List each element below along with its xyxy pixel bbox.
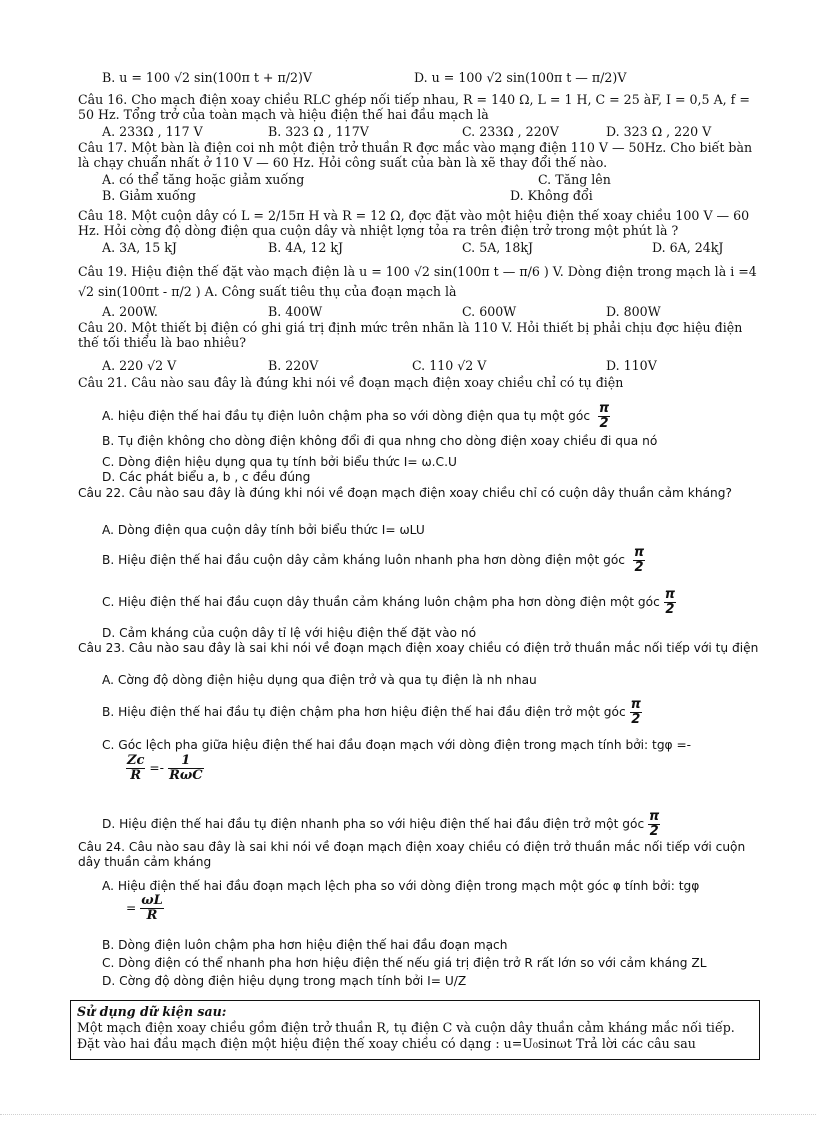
q16-option-a: A. 233Ω , 117 V: [102, 124, 203, 139]
q18-option-a: A. 3A, 15 kJ: [102, 240, 177, 255]
fraction-denominator: R: [146, 908, 158, 923]
q22-option-b: [102, 546, 645, 575]
q18-stem: Câu 18. Một cuộn dây có L = 2/15π H và R = 12 Ω, đợc đặt vào một hiệu điện thế xoay chiều 100 V — 60 Hz. Hỏi cờng độ dòng điện qua cuộn dây và nhiệt lợng tỏa ra trên điện trở trong một phút là ?: [78, 208, 750, 238]
q17-stem: Câu 17. Một bàn là điện coi nh một điện trở thuần R đợc mắc vào mạng điện 110 V — 50Hz. Cho biết bàn là chạy chuẩn nhất ở 110 V — 60 Hz. Hỏi công suất của bàn là xẽ thay đổi thế nào.: [78, 140, 753, 170]
fraction-numerator: ωL: [141, 893, 163, 908]
q23-option-b: [102, 698, 642, 727]
fraction-numerator: π: [664, 587, 675, 602]
q20-option-d: D. 110V: [606, 358, 657, 373]
info-box-line-2: Đặt vào hai đầu mạch điện một hiệu điện thế xoay chiều có dạng : u=U₀sinωt Trả lời các câu sau: [77, 1036, 696, 1051]
equals-minus: =-: [149, 761, 165, 775]
q22-option-d: D. Cảm kháng của cuộn dây tỉ lệ với hiệu điện thế đặt vào nó: [102, 626, 477, 640]
fraction-denominator: R: [130, 768, 142, 783]
fraction-denominator: 2: [634, 560, 644, 575]
q16-option-d: D. 323 Ω , 220 V: [606, 124, 712, 139]
fraction-numerator: π: [630, 697, 641, 712]
pi-over-2-fraction: [664, 588, 676, 617]
q20-option-b: B. 220V: [268, 358, 319, 373]
q18-option-d: D. 6A, 24kJ: [652, 240, 724, 255]
q23-option-c-formula: [126, 754, 204, 783]
one-over-rwc-fraction: [168, 754, 204, 783]
q21-option-a: [102, 402, 610, 431]
fraction-numerator: π: [649, 809, 660, 824]
q20-option-a: A. 220 √2 V: [102, 358, 177, 373]
q17-option-c: C. Tăng lên: [538, 172, 611, 187]
q19-option-b: B. 400W: [268, 304, 323, 319]
q24-option-c: C. Dòng điện có thể nhanh pha hơn hiệu điện thế nếu giá trị điện trở R rất lớn so với cảm kháng ZL: [102, 956, 707, 970]
q21-option-b: B. Tụ điện không cho dòng điện không đổi đi qua nhng cho dòng điện xoay chiều đi qua nó: [102, 434, 658, 448]
q17-option-a: A. có thể tăng hoặc giảm xuống: [102, 172, 305, 187]
q21-option-c: C. Dòng điện hiệu dụng qua tụ tính bởi biểu thức I= ω.C.U: [102, 455, 457, 469]
q23-option-d-text: D. Hiệu điện thế hai đầu tụ điện nhanh pha so với hiệu điện thế hai đầu điện trở một góc: [102, 817, 645, 831]
q24-option-d: D. Cờng độ dòng điện hiệu dụng trong mạch tính bởi I= U/Z: [102, 974, 467, 988]
fraction-denominator: 2: [665, 602, 675, 617]
fraction-numerator: π: [633, 545, 645, 560]
q19-stem: Câu 19. Hiệu điện thế đặt vào mạch điện là u = 100 √2 sin(100π t — π/6 ) V. Dòng điện trong mạch là i =4 √2 sin(100πt - π/2 ) A. Công suất tiêu thụ của đoạn mạch là: [78, 264, 757, 299]
q16-option-b: B. 323 Ω , 117V: [268, 124, 369, 139]
q21-option-d: D. Các phát biểu a, b , c đều đúng: [102, 470, 311, 484]
wl-over-r-fraction: [140, 894, 164, 923]
q24-option-a: A. Hiệu điện thế hai đầu đoạn mạch lệch pha so với dòng điện trong mạch một góc φ tính bởi: tgφ: [102, 879, 700, 893]
q21-option-a-text: A. hiệu điện thế hai đầu tụ điện luôn chậm pha so với dòng điện qua tụ một góc: [102, 409, 591, 423]
q23-option-b-text: B. Hiệu điện thế hai đầu tụ điện chậm pha hơn hiệu điện thế hai đầu điện trở một góc: [102, 705, 626, 719]
q23-option-c: C. Góc lệch pha giữa hiệu điện thế hai đầu đoạn mạch với dòng điện trong mạch tính bởi: tgφ =-: [102, 738, 692, 752]
equals-sign: =: [126, 901, 137, 915]
fraction-numerator: 1: [168, 754, 204, 769]
q18-option-b: B. 4A, 12 kJ: [268, 240, 344, 255]
pi-over-2-fraction: [633, 546, 645, 575]
q16-stem: Câu 16. Cho mạch điện xoay chiều RLC ghép nối tiếp nhau, R = 140 Ω, L = 1 H, C = 25 àF, I = 0,5 A, f = 50 Hz. Tổng trở của toàn mạch và hiệu điện thế hai đầu mạch là: [78, 92, 750, 122]
q22-stem: Câu 22. Câu nào sau đây là đúng khi nói về đoạn mạch điện xoay chiều chỉ có cuộn dây thuần cảm kháng?: [78, 486, 732, 500]
page-bottom-border: [0, 1114, 816, 1116]
fraction-denominator: 2: [599, 416, 609, 431]
fraction-denominator: 2: [649, 824, 659, 839]
q18-option-c: C. 5A, 18kJ: [462, 240, 534, 255]
q24-stem: Câu 24. Câu nào sau đây là sai khi nói về đoạn mạch điện xoay chiều có điện trở thuần mắc nối tiếp với cuộn dây thuần cảm kháng: [78, 840, 746, 869]
zc-over-r-fraction: [126, 754, 145, 783]
fraction-denominator: RωC: [169, 768, 203, 783]
q17-option-d: D. Không đổi: [510, 188, 593, 203]
pi-over-2-fraction: [598, 402, 610, 431]
q20-option-c: C. 110 √2 V: [412, 358, 487, 373]
q16-option-c: C. 233Ω , 220V: [462, 124, 559, 139]
q23-stem: Câu 23. Câu nào sau đây là sai khi nói về đoạn mạch điện xoay chiều có điện trở thuần mắc nối tiếp với tụ điện: [78, 641, 759, 655]
q20-stem: Câu 20. Một thiết bị điện có ghi giá trị định mức trên nhãn là 110 V. Hỏi thiết bị phải chịu đợc hiệu điện thế tối thiểu là bao nhiêu?: [78, 320, 743, 350]
q15-option-b: B. u = 100 √2 sin(100π t + π/2)V: [102, 70, 313, 85]
q21-stem: Câu 21. Câu nào sau đây là đúng khi nói về đoạn mạch điện xoay chiều chỉ có tụ điện: [78, 375, 624, 390]
q24-option-a-formula: [126, 894, 164, 923]
info-box-line-1: Một mạch điện xoay chiều gồm điện trở thuần R, tụ điện C và cuộn dây thuần cảm kháng mắc nối tiếp.: [77, 1020, 735, 1035]
q22-option-c: [102, 588, 676, 617]
q19-option-d: D. 800W: [606, 304, 661, 319]
fraction-numerator: π: [598, 401, 610, 416]
q22-option-b-text: B. Hiệu điện thế hai đầu cuộn dây cảm kháng luôn nhanh pha hơn dòng điện một góc: [102, 553, 625, 567]
q22-option-a: A. Dòng điện qua cuộn dây tính bởi biểu thức I= ωLU: [102, 523, 425, 537]
fraction-numerator: Zc: [127, 753, 145, 768]
pi-over-2-fraction: [630, 698, 642, 727]
q19-option-c: C. 600W: [462, 304, 517, 319]
fraction-denominator: 2: [631, 712, 641, 727]
q23-option-a: A. Cờng độ dòng điện hiệu dụng qua điện trở và qua tụ điện là nh nhau: [102, 673, 537, 687]
q22-option-c-text: C. Hiệu điện thế hai đầu cuọn dây thuần cảm kháng luôn chậm pha hơn dòng điện một góc: [102, 595, 660, 609]
q17-option-b: B. Giảm xuống: [102, 188, 196, 203]
info-box-title: Sử dụng dữ kiện sau:: [77, 1004, 227, 1019]
info-box: [70, 1000, 760, 1060]
q19-option-a: A. 200W.: [102, 304, 158, 319]
q15-option-d: D. u = 100 √2 sin(100π t — π/2)V: [414, 70, 627, 85]
pi-over-2-fraction: [648, 810, 660, 839]
q24-option-b: B. Dòng điện luôn chậm pha hơn hiệu điện thế hai đầu đoạn mạch: [102, 938, 508, 952]
q23-option-d: [102, 810, 660, 839]
